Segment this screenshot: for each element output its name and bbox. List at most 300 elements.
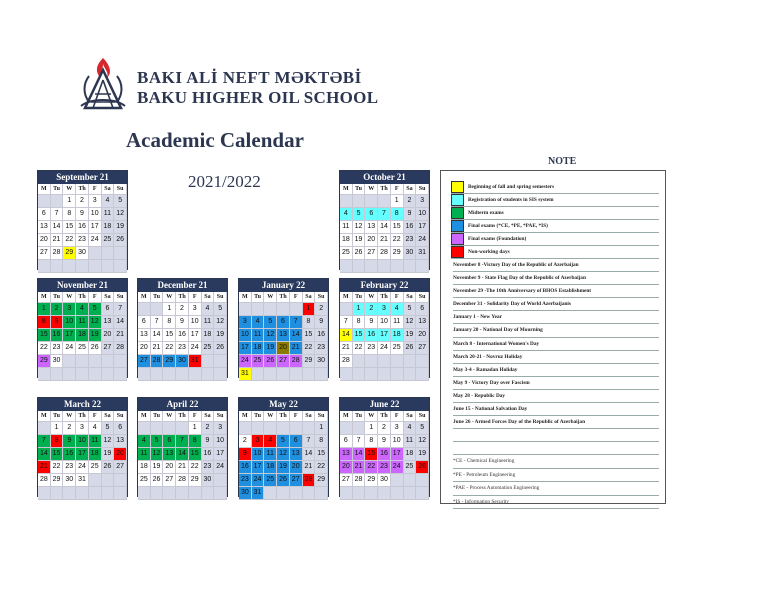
day-cell: 27: [102, 342, 115, 355]
holiday-item: March 8 - International Women's Day: [453, 338, 659, 351]
day-cell: 25: [340, 247, 353, 260]
day-cell: 28: [290, 355, 303, 368]
day-cell: 29: [51, 474, 64, 487]
day-cell: 14: [151, 329, 164, 342]
abbreviation-item: *PAE - Process Automation Engineering: [453, 482, 659, 496]
empty-cell: [114, 487, 127, 500]
empty-cell: [416, 474, 429, 487]
day-cell: 20: [138, 342, 151, 355]
empty-cell: [353, 355, 366, 368]
day-cell: 8: [365, 435, 378, 448]
day-cell: 5: [214, 303, 227, 316]
day-cell: 27: [290, 474, 303, 487]
day-cell: 30: [315, 355, 328, 368]
day-cell: 17: [76, 448, 89, 461]
day-cell: 7: [290, 316, 303, 329]
day-cell: 4: [76, 303, 89, 316]
empty-cell: [163, 422, 176, 435]
legend-item: [451, 181, 659, 194]
legend-swatch: [451, 207, 464, 219]
empty-cell: [365, 487, 378, 500]
day-cell: 16: [51, 329, 64, 342]
day-cell: 5: [277, 435, 290, 448]
day-cell: 5: [353, 208, 366, 221]
weekday-header: Sa: [202, 411, 215, 422]
day-cell: 27: [277, 355, 290, 368]
day-cell: 14: [353, 448, 366, 461]
day-cell: 17: [189, 329, 202, 342]
legend-label: Final exams (*CE, *PE, *PAE, *IS): [468, 223, 548, 229]
weekday-header: W: [63, 411, 76, 422]
empty-cell: [76, 487, 89, 500]
day-cell: 3: [89, 195, 102, 208]
weekday-header: Su: [315, 292, 328, 303]
month-calendar: [238, 278, 329, 378]
day-cell: 27: [163, 474, 176, 487]
day-cell: 30: [202, 474, 215, 487]
empty-cell: [303, 422, 316, 435]
day-cell: 19: [264, 342, 277, 355]
weekday-header: W: [264, 292, 277, 303]
day-cell: 11: [264, 448, 277, 461]
legend-swatch: [451, 194, 464, 206]
day-cell: 31: [239, 368, 252, 381]
day-cell: 1: [163, 303, 176, 316]
weekday-header: F: [89, 292, 102, 303]
day-cell: 10: [76, 435, 89, 448]
day-cell: 28: [176, 474, 189, 487]
day-cell: 1: [365, 422, 378, 435]
empty-cell: [202, 487, 215, 500]
empty-cell: [315, 487, 328, 500]
day-cell: 9: [202, 435, 215, 448]
holiday-item: December 31 - Solidarity Day of World Azerbaijanis: [453, 298, 659, 311]
day-cell: 23: [76, 234, 89, 247]
month-title: February 22: [340, 279, 429, 292]
legend-item: [451, 194, 659, 207]
day-cell: 25: [264, 474, 277, 487]
holiday-item: May 3-4 - Ramadan Holiday: [453, 364, 659, 377]
day-cell: 23: [315, 342, 328, 355]
day-cell: 31: [252, 487, 265, 500]
empty-cell: [214, 355, 227, 368]
month-title: June 22: [340, 398, 429, 411]
day-cell: 12: [214, 316, 227, 329]
month-title: April 22: [138, 398, 227, 411]
weekday-header: Tu: [151, 411, 164, 422]
day-cell: 15: [365, 448, 378, 461]
day-cell: 25: [252, 355, 265, 368]
empty-cell: [76, 355, 89, 368]
day-cell: 25: [202, 342, 215, 355]
day-cell: 22: [365, 461, 378, 474]
day-cell: 26: [151, 474, 164, 487]
day-cell: 11: [138, 448, 151, 461]
month-calendar: [37, 397, 128, 497]
day-cell: 20: [38, 234, 51, 247]
day-cell: 27: [38, 247, 51, 260]
weekday-header: Su: [214, 292, 227, 303]
weekday-header: W: [163, 411, 176, 422]
day-cell: 29: [38, 355, 51, 368]
day-cell: 14: [290, 329, 303, 342]
empty-cell: [51, 368, 64, 381]
holiday-item: January 20 - National Day of Mourning: [453, 324, 659, 337]
empty-cell: [138, 303, 151, 316]
day-cell: 28: [303, 474, 316, 487]
empty-cell: [239, 422, 252, 435]
day-cell: 10: [89, 208, 102, 221]
day-cell: 23: [63, 461, 76, 474]
day-cell: 8: [353, 316, 366, 329]
day-cell: 15: [163, 329, 176, 342]
holiday-item: June 15 - National Salvation Day: [453, 403, 659, 416]
day-cell: 26: [102, 461, 115, 474]
day-cell: 7: [114, 303, 127, 316]
empty-cell: [102, 260, 115, 273]
empty-cell: [138, 487, 151, 500]
empty-cell: [63, 368, 76, 381]
blank-row: [453, 442, 659, 455]
weekday-header: Th: [76, 411, 89, 422]
note-title: NOTE: [548, 156, 577, 167]
weekday-header: Sa: [404, 184, 417, 195]
empty-cell: [76, 260, 89, 273]
empty-cell: [277, 303, 290, 316]
weekday-header: Sa: [303, 292, 316, 303]
day-cell: 4: [102, 195, 115, 208]
weekday-header: W: [264, 411, 277, 422]
weekday-header: Su: [416, 292, 429, 303]
empty-cell: [151, 368, 164, 381]
day-cell: 27: [114, 461, 127, 474]
day-cell: 20: [365, 234, 378, 247]
day-cell: 9: [378, 435, 391, 448]
day-cell: 21: [38, 461, 51, 474]
weekday-header: M: [340, 292, 353, 303]
day-cell: 18: [264, 461, 277, 474]
day-cell: 15: [353, 329, 366, 342]
day-cell: 9: [404, 208, 417, 221]
day-cell: 4: [89, 422, 102, 435]
day-cell: 14: [38, 448, 51, 461]
school-logo-icon: [75, 54, 131, 114]
weekday-header: Tu: [51, 411, 64, 422]
month-title: May 22: [239, 398, 328, 411]
day-cell: 29: [163, 355, 176, 368]
weekday-header: M: [138, 411, 151, 422]
day-cell: 23: [404, 234, 417, 247]
weekday-header: Su: [214, 411, 227, 422]
empty-cell: [89, 474, 102, 487]
legend-label: Midterm exams: [468, 210, 504, 216]
empty-cell: [303, 487, 316, 500]
weekday-header: F: [391, 184, 404, 195]
day-cell: 26: [264, 355, 277, 368]
day-cell: 26: [416, 461, 429, 474]
weekday-header: Sa: [303, 411, 316, 422]
legend-item: [451, 246, 659, 259]
empty-cell: [189, 487, 202, 500]
day-cell: 29: [391, 247, 404, 260]
empty-cell: [89, 368, 102, 381]
day-cell: 15: [51, 448, 64, 461]
day-cell: 1: [391, 195, 404, 208]
empty-cell: [214, 487, 227, 500]
school-name-en: BAKU HIGHER OIL SCHOOL: [137, 88, 379, 107]
empty-cell: [404, 260, 417, 273]
empty-cell: [391, 368, 404, 381]
empty-cell: [38, 195, 51, 208]
day-cell: 12: [416, 435, 429, 448]
day-cell: 22: [51, 461, 64, 474]
day-cell: 13: [365, 221, 378, 234]
day-cell: 3: [76, 422, 89, 435]
day-cell: 19: [214, 329, 227, 342]
day-cell: 16: [315, 329, 328, 342]
empty-cell: [214, 474, 227, 487]
weekday-header: Su: [114, 411, 127, 422]
weekday-header: Th: [76, 292, 89, 303]
legend-swatch: [451, 181, 464, 193]
day-cell: 12: [353, 221, 366, 234]
month-title: December 21: [138, 279, 227, 292]
day-cell: 28: [114, 342, 127, 355]
empty-cell: [303, 368, 316, 381]
empty-cell: [102, 355, 115, 368]
day-cell: 4: [340, 208, 353, 221]
empty-cell: [264, 487, 277, 500]
weekday-header: Th: [277, 411, 290, 422]
day-cell: 25: [138, 474, 151, 487]
day-cell: 14: [303, 448, 316, 461]
weekday-header: Tu: [51, 184, 64, 195]
weekday-header: M: [38, 292, 51, 303]
school-name: [137, 68, 378, 108]
day-cell: 21: [51, 234, 64, 247]
day-cell: 2: [378, 422, 391, 435]
day-cell: 21: [114, 329, 127, 342]
empty-cell: [89, 487, 102, 500]
weekday-header: Su: [114, 292, 127, 303]
empty-cell: [290, 303, 303, 316]
empty-cell: [264, 303, 277, 316]
day-cell: 10: [252, 448, 265, 461]
empty-cell: [353, 368, 366, 381]
weekday-header: Su: [416, 411, 429, 422]
holiday-item: May 9 - Victory Day over Fascism: [453, 377, 659, 390]
day-cell: 8: [303, 316, 316, 329]
day-cell: 16: [404, 221, 417, 234]
empty-cell: [277, 368, 290, 381]
day-cell: 22: [163, 342, 176, 355]
day-cell: 1: [63, 195, 76, 208]
empty-cell: [290, 368, 303, 381]
day-cell: 1: [353, 303, 366, 316]
day-cell: 17: [214, 448, 227, 461]
day-cell: 26: [89, 342, 102, 355]
day-cell: 10: [239, 329, 252, 342]
day-cell: 17: [252, 461, 265, 474]
month-calendar: [238, 397, 329, 497]
weekday-header: Tu: [252, 411, 265, 422]
day-cell: 28: [340, 355, 353, 368]
abbreviation-item: *PE - Petroleum Engineering: [453, 469, 659, 483]
day-cell: 5: [416, 422, 429, 435]
legend-label: Registration of students in SIS system: [468, 197, 554, 203]
day-cell: 18: [89, 448, 102, 461]
day-cell: 20: [114, 448, 127, 461]
weekday-header: W: [63, 184, 76, 195]
day-cell: 9: [176, 316, 189, 329]
day-cell: 9: [51, 316, 64, 329]
empty-cell: [63, 260, 76, 273]
day-cell: 21: [176, 461, 189, 474]
page-title: Academic Calendar: [126, 128, 304, 152]
empty-cell: [214, 368, 227, 381]
day-cell: 2: [76, 195, 89, 208]
empty-cell: [151, 422, 164, 435]
day-cell: 4: [404, 422, 417, 435]
empty-cell: [102, 474, 115, 487]
empty-cell: [151, 303, 164, 316]
empty-cell: [290, 487, 303, 500]
empty-cell: [176, 368, 189, 381]
day-cell: 15: [63, 221, 76, 234]
month-calendar: [339, 397, 430, 497]
day-cell: 29: [315, 474, 328, 487]
empty-cell: [290, 422, 303, 435]
empty-cell: [202, 368, 215, 381]
empty-cell: [391, 487, 404, 500]
day-cell: 28: [353, 474, 366, 487]
weekday-header: W: [163, 292, 176, 303]
legend-item: [451, 220, 659, 233]
day-cell: 14: [340, 329, 353, 342]
day-cell: 2: [365, 303, 378, 316]
empty-cell: [315, 368, 328, 381]
day-cell: 28: [51, 247, 64, 260]
empty-cell: [189, 368, 202, 381]
empty-cell: [340, 195, 353, 208]
day-cell: 16: [365, 329, 378, 342]
empty-cell: [163, 487, 176, 500]
day-cell: 11: [252, 329, 265, 342]
day-cell: 3: [214, 422, 227, 435]
holiday-item: November 8 -Victory Day of the Republic of Azerbaijan: [453, 259, 659, 272]
day-cell: 10: [189, 316, 202, 329]
day-cell: 18: [404, 448, 417, 461]
day-cell: 6: [416, 303, 429, 316]
day-cell: 10: [391, 435, 404, 448]
weekday-header: Th: [176, 292, 189, 303]
empty-cell: [277, 422, 290, 435]
day-cell: 25: [76, 342, 89, 355]
day-cell: 20: [340, 461, 353, 474]
empty-cell: [252, 303, 265, 316]
empty-cell: [416, 260, 429, 273]
empty-cell: [353, 260, 366, 273]
day-cell: 17: [89, 221, 102, 234]
weekday-header: M: [239, 411, 252, 422]
blank-row: [453, 429, 659, 442]
day-cell: 24: [214, 461, 227, 474]
empty-cell: [277, 487, 290, 500]
weekday-header: Th: [378, 411, 391, 422]
empty-cell: [202, 355, 215, 368]
empty-cell: [378, 355, 391, 368]
day-cell: 10: [378, 316, 391, 329]
day-cell: 19: [102, 448, 115, 461]
day-cell: 29: [63, 247, 76, 260]
day-cell: 4: [138, 435, 151, 448]
empty-cell: [89, 247, 102, 260]
weekday-header: Sa: [102, 184, 115, 195]
empty-cell: [114, 260, 127, 273]
day-cell: 20: [277, 342, 290, 355]
day-cell: 22: [315, 461, 328, 474]
weekday-header: Sa: [102, 292, 115, 303]
legend-item: [451, 207, 659, 220]
academic-year: 2021/2022: [188, 172, 261, 191]
day-cell: 17: [416, 221, 429, 234]
empty-cell: [51, 195, 64, 208]
day-cell: 22: [189, 461, 202, 474]
day-cell: 22: [353, 342, 366, 355]
day-cell: 11: [391, 316, 404, 329]
holiday-item: March 20-21 - Novruz Holiday: [453, 351, 659, 364]
day-cell: 5: [404, 303, 417, 316]
day-cell: 16: [202, 448, 215, 461]
day-cell: 22: [303, 342, 316, 355]
weekday-header: Tu: [151, 292, 164, 303]
day-cell: 4: [202, 303, 215, 316]
day-cell: 8: [163, 316, 176, 329]
day-cell: 23: [378, 461, 391, 474]
school-name-az: BAKI ALİ NEFT MƏKTƏBİ: [137, 68, 362, 87]
day-cell: 14: [378, 221, 391, 234]
empty-cell: [378, 260, 391, 273]
month-calendar: [37, 170, 128, 270]
month-title: November 21: [38, 279, 127, 292]
day-cell: 30: [76, 247, 89, 260]
holiday-item: May 28 - Republic Day: [453, 390, 659, 403]
day-cell: 17: [239, 342, 252, 355]
day-cell: 14: [51, 221, 64, 234]
note-panel: [440, 170, 666, 504]
day-cell: 7: [38, 435, 51, 448]
day-cell: 9: [239, 448, 252, 461]
day-cell: 28: [38, 474, 51, 487]
empty-cell: [239, 303, 252, 316]
day-cell: 15: [303, 329, 316, 342]
day-cell: 7: [176, 435, 189, 448]
day-cell: 24: [63, 342, 76, 355]
day-cell: 28: [151, 355, 164, 368]
day-cell: 18: [252, 342, 265, 355]
day-cell: 18: [340, 234, 353, 247]
day-cell: 6: [365, 208, 378, 221]
day-cell: 21: [290, 342, 303, 355]
day-cell: 26: [214, 342, 227, 355]
day-cell: 8: [51, 435, 64, 448]
empty-cell: [264, 422, 277, 435]
month-calendar: [339, 170, 430, 270]
empty-cell: [365, 368, 378, 381]
month-calendar: [37, 278, 128, 378]
empty-cell: [365, 355, 378, 368]
day-cell: 26: [353, 247, 366, 260]
